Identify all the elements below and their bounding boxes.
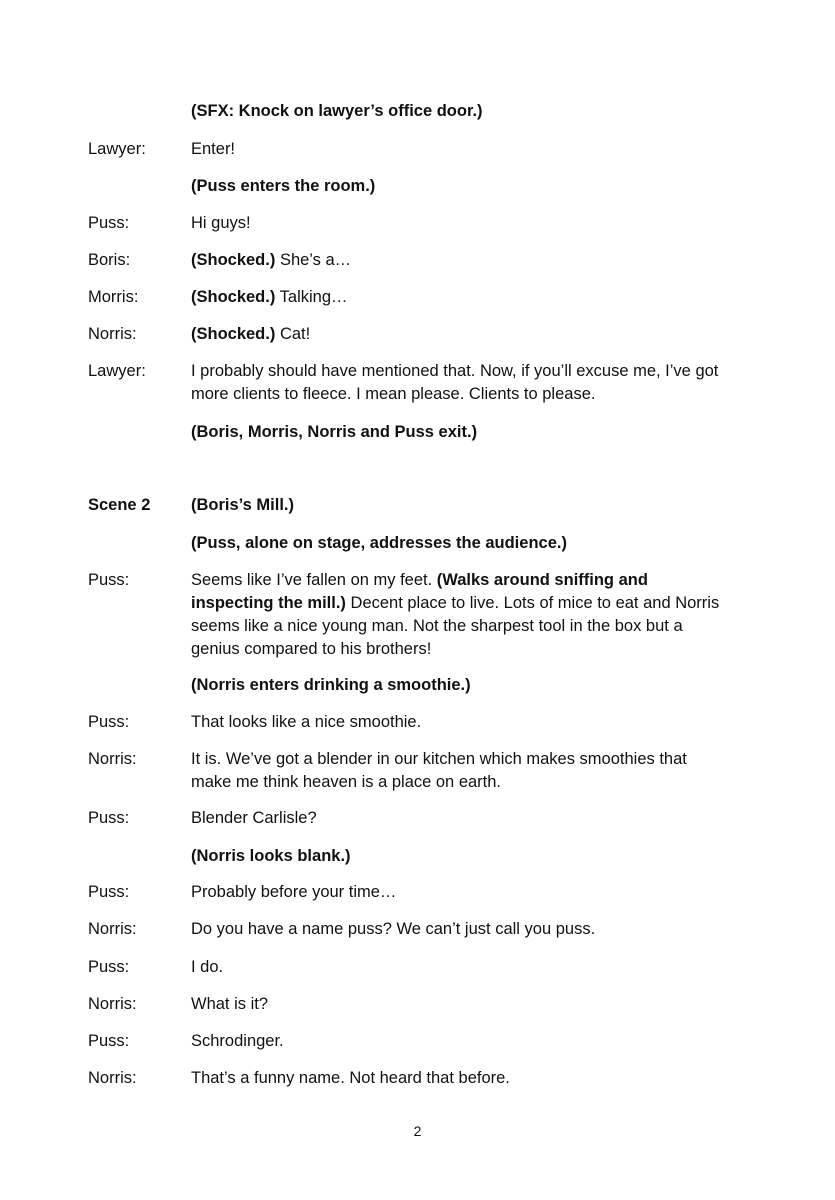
script-line xyxy=(88,175,748,198)
script-line xyxy=(88,286,748,309)
dialogue-text: Cat! xyxy=(275,325,311,343)
script-line xyxy=(88,138,748,161)
speaker-name xyxy=(88,175,191,198)
stage-direction: (Boris’s Mill.) xyxy=(191,496,294,514)
stage-direction: (Puss, alone on stage, addresses the audience.) xyxy=(191,534,567,552)
scene-heading: Scene 2 xyxy=(88,496,151,514)
script-line xyxy=(88,100,748,123)
dialogue-text: Probably before your time… xyxy=(191,883,397,901)
dialogue-text: It is. We’ve got a blender in our kitchen which makes smoothies that make me think heaven is a place on earth. xyxy=(191,750,687,791)
dialogue-text: Hi guys! xyxy=(191,214,251,232)
speaker-name xyxy=(88,532,191,555)
dialogue-text: Seems like I’ve fallen on my feet. xyxy=(191,571,437,589)
line-text xyxy=(191,956,731,979)
speaker-name: Puss: xyxy=(88,809,130,827)
speaker-name: Norris: xyxy=(88,920,137,938)
script-line xyxy=(88,748,748,794)
dialogue-text: Do you have a name puss? We can’t just call you puss. xyxy=(191,920,596,938)
line-text xyxy=(191,323,731,346)
speaker-name: Norris: xyxy=(88,325,137,343)
line-text xyxy=(191,212,731,235)
dialogue-text: Blender Carlisle? xyxy=(191,809,317,827)
script-line xyxy=(88,711,748,734)
speaker-name: Norris: xyxy=(88,1069,137,1087)
speaker-name: Puss: xyxy=(88,1032,130,1050)
speaker-name: Puss: xyxy=(88,214,130,232)
script-line xyxy=(88,845,748,868)
line-text xyxy=(191,286,731,309)
stage-direction: (SFX: Knock on lawyer’s office door.) xyxy=(191,102,483,120)
line-text xyxy=(191,421,731,444)
script-line xyxy=(88,532,748,555)
dialogue-text: I do. xyxy=(191,958,224,976)
line-text xyxy=(191,748,731,794)
speaker-name xyxy=(88,100,191,123)
dialogue-text: That looks like a nice smoothie. xyxy=(191,713,422,731)
script-line xyxy=(88,569,748,661)
line-text xyxy=(191,100,731,123)
dialogue-text: Talking… xyxy=(275,288,348,306)
dialogue-text: Enter! xyxy=(191,140,236,158)
line-text xyxy=(191,881,731,904)
speaker-name: Puss: xyxy=(88,883,130,901)
dialogue-text: I probably should have mentioned that. Now, if you’ll excuse me, I’ve got more clients to fleece. I mean please. Clients to please. xyxy=(191,362,719,403)
line-text xyxy=(191,249,731,272)
speaker-name xyxy=(88,845,191,868)
line-text xyxy=(191,993,731,1016)
script-line xyxy=(88,1067,748,1090)
stage-direction: (Norris looks blank.) xyxy=(191,847,351,865)
script-line xyxy=(88,807,748,830)
line-text xyxy=(191,494,731,517)
line-text xyxy=(191,532,731,555)
speaker-name: Norris: xyxy=(88,995,137,1013)
script-line xyxy=(88,1030,748,1053)
stage-direction: (Shocked.) xyxy=(191,325,276,343)
line-text xyxy=(191,674,731,697)
dialogue-text: That’s a funny name. Not heard that before. xyxy=(191,1069,510,1087)
dialogue-text: She’s a… xyxy=(275,251,352,269)
dialogue-text: Decent place to live. Lots of mice to eat and Norris seems like a nice young man. Not the sharpest tool in the box but a genius compared to his brothers! xyxy=(191,594,720,658)
script-line xyxy=(88,249,748,272)
stage-direction: (Shocked.) xyxy=(191,251,276,269)
dialogue-text: Schrodinger. xyxy=(191,1032,284,1050)
page-number: 2 xyxy=(413,1123,422,1139)
line-text xyxy=(191,845,731,868)
stage-direction: (Shocked.) xyxy=(191,288,276,306)
speaker-name: Lawyer: xyxy=(88,140,146,158)
line-text xyxy=(191,711,731,734)
speaker-name: Lawyer: xyxy=(88,362,146,380)
script-line xyxy=(88,323,748,346)
stage-direction: (Walks around sniffing and inspecting the mill.) xyxy=(191,571,648,612)
line-text xyxy=(191,1030,731,1053)
speaker-name xyxy=(88,421,191,444)
line-text xyxy=(191,138,731,161)
line-text xyxy=(191,360,731,406)
script-line xyxy=(88,881,748,904)
script-line xyxy=(88,494,748,517)
speaker-name: Puss: xyxy=(88,713,130,731)
script-line xyxy=(88,674,748,697)
speaker-name: Norris: xyxy=(88,750,137,768)
speaker-name: Puss: xyxy=(88,571,130,589)
line-text xyxy=(191,807,731,830)
dialogue-text: What is it? xyxy=(191,995,269,1013)
speaker-name: Puss: xyxy=(88,958,130,976)
speaker-name: Morris: xyxy=(88,288,139,306)
line-text xyxy=(191,918,731,941)
line-text xyxy=(191,1067,731,1090)
stage-direction: (Puss enters the room.) xyxy=(191,177,376,195)
stage-direction: (Norris enters drinking a smoothie.) xyxy=(191,676,471,694)
script-line xyxy=(88,212,748,235)
stage-direction: (Boris, Morris, Norris and Puss exit.) xyxy=(191,423,478,441)
line-text xyxy=(191,175,731,198)
script-line xyxy=(88,421,748,444)
script-line xyxy=(88,918,748,941)
line-text xyxy=(191,569,731,661)
script-line xyxy=(88,956,748,979)
speaker-name: Boris: xyxy=(88,251,131,269)
script-line xyxy=(88,360,748,406)
script-line xyxy=(88,993,748,1016)
speaker-name xyxy=(88,674,191,697)
